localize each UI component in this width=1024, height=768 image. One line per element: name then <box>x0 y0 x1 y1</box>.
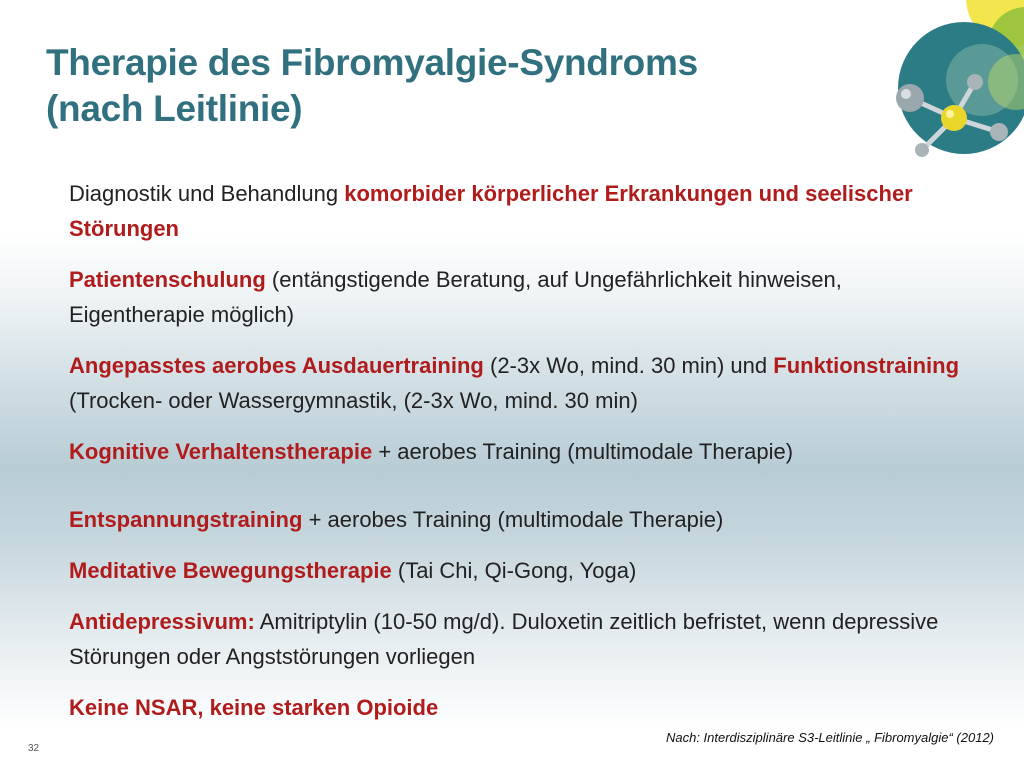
therapy-item-text: (Trocken- oder Wassergymnastik, (2-3x Wo, mind. 30 min) <box>69 388 638 413</box>
molecule-icon <box>884 0 1024 160</box>
therapy-item <box>69 690 969 725</box>
therapy-item-highlight: Antidepressivum: <box>69 609 255 634</box>
therapy-item-text: + aerobes Training (multimodale Therapie) <box>302 507 724 532</box>
slide-title <box>46 40 866 132</box>
therapy-item-highlight: Keine NSAR, keine starken Opioide <box>69 695 439 720</box>
therapy-item-highlight: Funktionstraining <box>773 353 960 378</box>
page-number: 32 <box>28 743 40 754</box>
therapy-item <box>69 502 969 537</box>
therapy-item-text: (entängstigende Beratung, auf Ungefährlichkeit hinweisen, Eigentherapie möglich) <box>69 267 842 327</box>
therapy-item-highlight: komorbider körperlicher Erkrankungen und seelischer Störungen <box>69 181 913 241</box>
therapy-item-text: Diagnostik und Behandlung <box>69 181 345 206</box>
therapy-item-highlight: Kognitive Verhaltenstherapie <box>69 439 373 464</box>
therapy-item-text: (Tai Chi, Qi-Gong, Yoga) <box>391 558 637 583</box>
therapy-item <box>69 348 969 418</box>
therapy-item-highlight: Angepasstes aerobes Ausdauertraining <box>69 353 484 378</box>
therapy-item <box>69 262 969 332</box>
therapy-item-highlight: Patientenschulung <box>69 267 266 292</box>
therapy-item-text: Amitriptylin (10-50 mg/d). Duloxetin zeitlich befristet, wenn depressive Störungen oder Angststörungen vorliegen <box>69 609 939 669</box>
therapy-item <box>69 176 969 246</box>
therapy-item-highlight: Meditative Bewegungstherapie <box>69 558 392 583</box>
therapy-item-highlight: Entspannungstraining <box>69 507 303 532</box>
therapy-item-text: (2-3x Wo, mind. 30 min) und <box>483 353 774 378</box>
title-line-2: (nach Leitlinie) <box>46 88 303 129</box>
therapy-list <box>69 176 969 741</box>
source-citation: Nach: Interdisziplinäre S3-Leitlinie „ Fibromyalgie“ (2012) <box>665 730 994 745</box>
therapy-item <box>69 553 969 588</box>
therapy-item <box>69 434 969 469</box>
therapy-item <box>69 604 969 674</box>
title-line-1: Therapie des Fibromyalgie-Syndroms <box>46 42 698 83</box>
therapy-item-text: + aerobes Training (multimodale Therapie) <box>372 439 794 464</box>
